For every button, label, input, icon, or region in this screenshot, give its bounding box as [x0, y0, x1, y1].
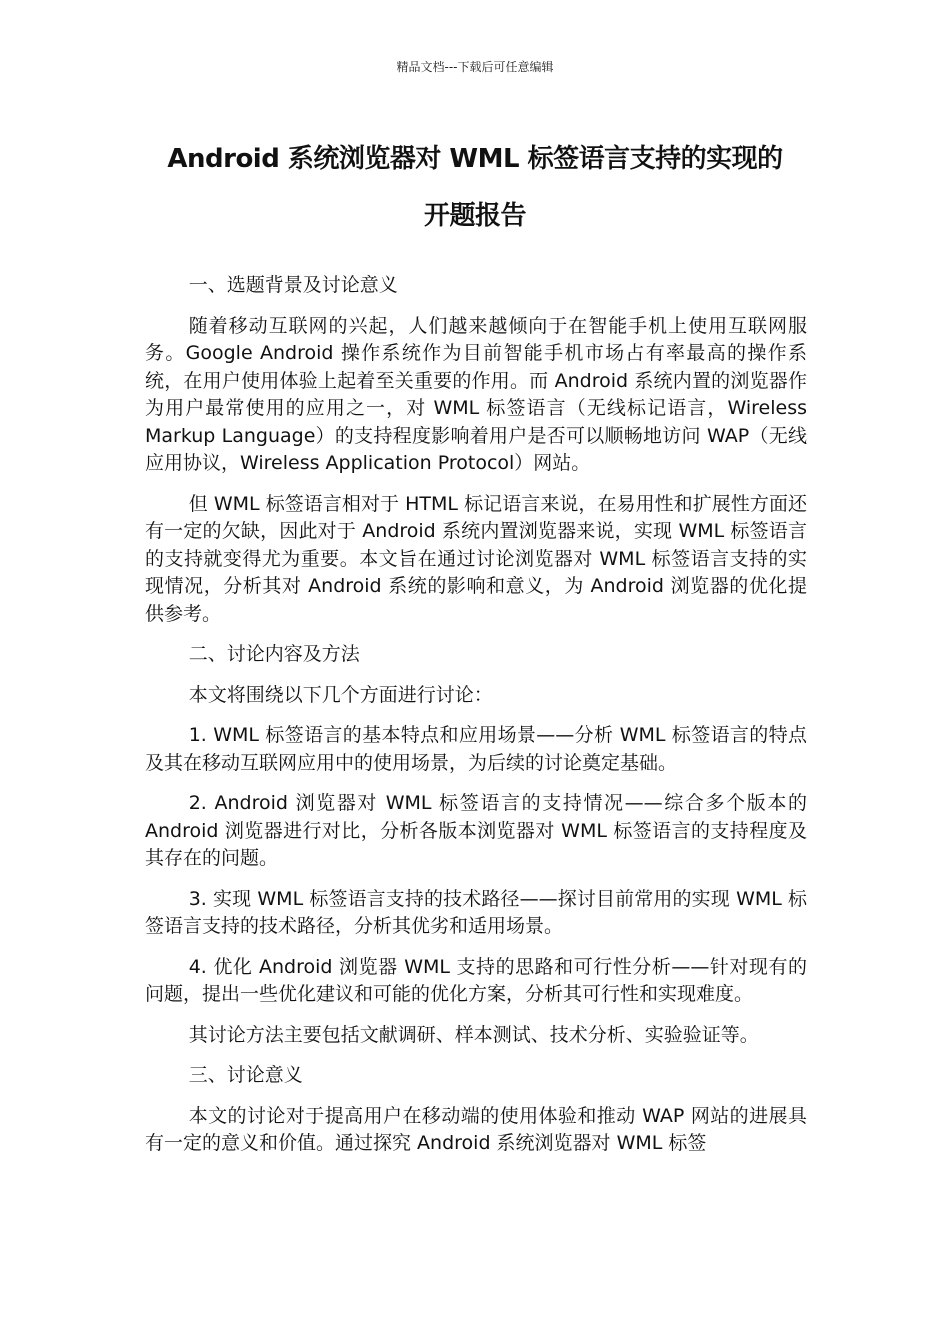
- section-heading-content-methods: 二、讨论内容及方法: [188, 643, 360, 665]
- paragraph-methods: 其讨论方法主要包括文献调研、样本测试、技术分析、实验验证等。: [188, 1023, 759, 1046]
- list-item-2: 2. Android 浏览器对 WML 标签语言的支持情况——综合多个版本的 Android 浏览器进行对比，分析各版本浏览器对 WML 标签语言的支持程度及其存在的问题。: [145, 792, 807, 869]
- header-note: 精品文档---下载后可任意编辑: [396, 60, 554, 74]
- paragraph-background: 随着移动互联网的兴起，人们越来越倾向于在智能手机上使用互联网服务。Google Android 操作系统作为目前智能手机市场占有率最高的操作系统，在用户使用体验上起着至关重要的作用。而 Android 系统内置的浏览器作为用户最常使用的应用之一，对 WML 标签语言（无线标记语言，Wireless Markup Language）的支持程度影响着用户是否可以顺畅地访问 WAP（无线应用协议，Wireless Application Protocol）网站。: [145, 314, 807, 474]
- list-item-4: 4. 优化 Android 浏览器 WML 支持的思路和可行性分析——针对现有的问题，提出一些优化建议和可能的优化方案，分析其可行性和实现难度。: [145, 955, 807, 1005]
- page-title-line-1: Android 系统浏览器对 WML 标签语言支持的实现的: [167, 144, 783, 174]
- list-item-3: 3. 实现 WML 标签语言支持的技术路径——探讨目前常用的实现 WML 标签语言支持的技术路径，分析其优劣和适用场景。: [145, 887, 807, 937]
- page-title-line-2: 开题报告: [423, 201, 526, 231]
- document-body: [145, 272, 807, 1171]
- paragraph-significance: 本文的讨论对于提高用户在移动端的使用体验和推动 WAP 网站的进展具有一定的意义和价值。通过探究 Android 系统浏览器对 WML 标签: [145, 1104, 807, 1154]
- paragraph-wml-importance: 但 WML 标签语言相对于 HTML 标记语言来说，在易用性和扩展性方面还有一定的欠缺，因此对于 Android 系统内置浏览器来说，实现 WML 标签语言的支持就变得尤为重要。本文旨在通过讨论浏览器对 WML 标签语言支持的实现情况，分析其对 Android 系统的影响和意义，为 Android 浏览器的优化提供参考。: [145, 492, 807, 625]
- section-heading-background: 一、选题背景及讨论意义: [188, 274, 398, 296]
- section-heading-significance: 三、讨论意义: [188, 1064, 303, 1086]
- list-item-1: 1. WML 标签语言的基本特点和应用场景——分析 WML 标签语言的特点及其在移动互联网应用中的使用场景，为后续的讨论奠定基础。: [145, 724, 807, 774]
- paragraph-intro-list: 本文将围绕以下几个方面进行讨论：: [188, 683, 493, 706]
